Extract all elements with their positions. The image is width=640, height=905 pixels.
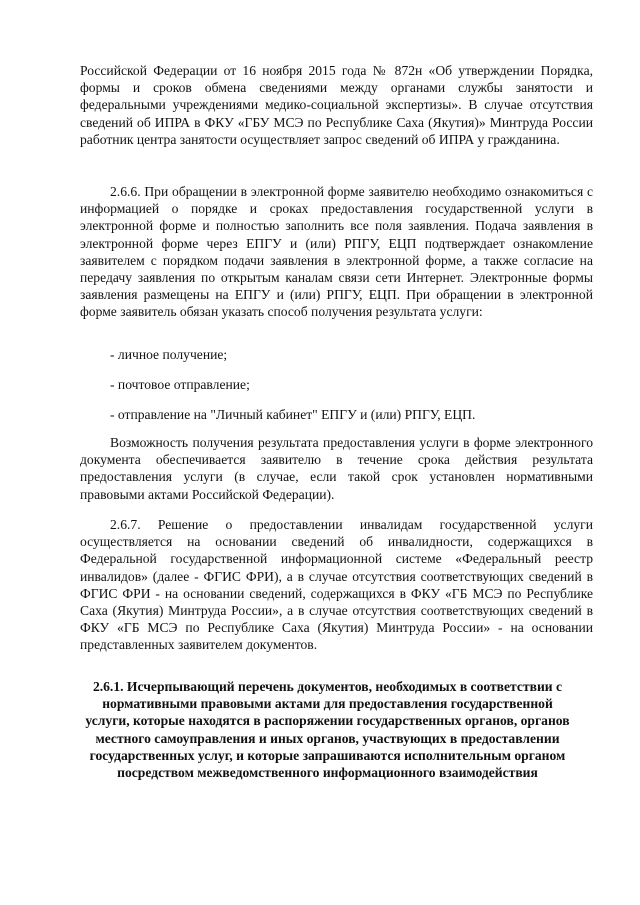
paragraph-2-6-6: 2.6.6. При обращении в электронной форме заявителю необходимо ознакомиться с информацией о порядке и сроках предоставления государственной услуги в электронной форме и полностью заполнить все поля заявления. Подача заявления в электронной форме через ЕПГУ и (или) РПГУ, ЕЦП подтверждает ознакомление заявителем с порядком подачи заявления в электронной форме, а также согласие на передачу заявления по открытым каналам связи сети Интернет. Электронные формы заявления размещены на ЕПГУ и (или) РПГУ, ЕЦП. При обращении в электронной форме заявитель обязан указать способ получения результата услуги: — [80, 184, 593, 320]
list-item-post: - почтовое отправление; — [110, 377, 250, 392]
list-item-personal: - личное получение; — [110, 347, 228, 362]
paragraph-electronic-result: Возможность получения результата предоставления услуги в форме электронного документа обеспечивается заявителю в течение срока действия результата предоставления услуги (в случае, если такой срок установлен нормативными правовыми актами Российской Федерации). — [80, 435, 593, 502]
list-item-cabinet: - отправление на "Личный кабинет" ЕПГУ и (или) РПГУ, ЕЦП. — [110, 407, 476, 422]
paragraph-2-6-7: 2.6.7. Решение о предоставлении инвалидам государственной услуги осуществляется на основании сведений об инвалидности, содержащихся в Федеральной государственной информационной системе «Федеральный реестр инвалидов» (далее - ФГИС ФРИ), а в случае отсутствия соответствующих сведений в ФГИС ФРИ - на основании сведений, содержащихся в ФКУ «ГБ МСЭ по Республике Саха (Якутия) Минтруда России», а в случае отсутствия соответствующих сведений в ФКУ «ГБ МСЭ по Республике Саха (Якутия) Минтруда России» - на основании представленных заявителем документов. — [80, 517, 593, 653]
section-heading-2-6-1: 2.6.1. Исчерпывающий перечень документов, необходимых в соответствии с нормативными правовыми актами для предоставления государственной услуги, которые находятся в распоряжении государственных органов, органов местного самоуправления и иных органов, участвующих в предоставлении государственных услуг, и которые запрашиваются исполнительным органом посредством межведомственного информационного взаимодействия — [85, 679, 570, 781]
paragraph-ipra-continuation: Российской Федерации от 16 ноября 2015 года № 872н «Об утверждении Порядка, формы и сроков обмена сведениями между органами службы занятости и федеральными учреждениями медико-социальной экспертизы». В случае отсутствия сведений об ИПРА в ФКУ «ГБУ МСЭ по Республике Саха (Якутия)» Минтруда России работник центра занятости осуществляет запрос сведений об ИПРА у гражданина. — [80, 63, 593, 147]
